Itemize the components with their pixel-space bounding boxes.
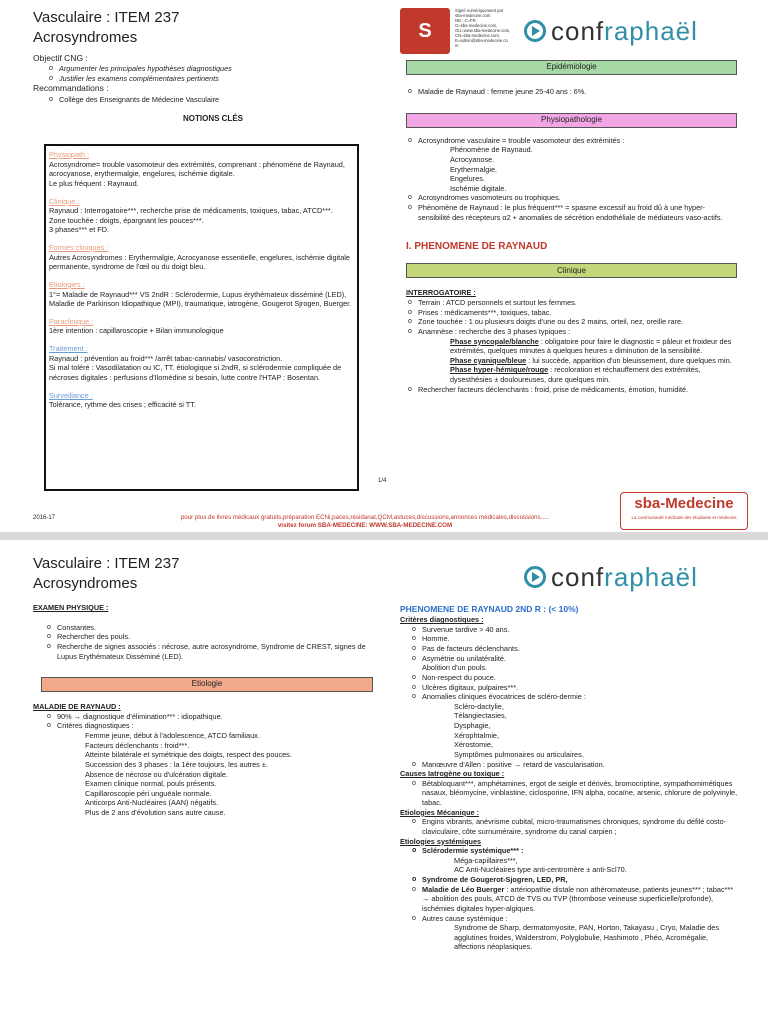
recommandations-list (33, 95, 373, 105)
phase-item (450, 356, 737, 366)
signature-line: E=admin@sba-medecine.co (455, 38, 508, 44)
list-item: o Zone touchée : 1 ou plusieurs doigts d'une ou des 2 mains, orteil, nez, oreille rare. (406, 317, 737, 327)
interrogatoire-list-2 (406, 385, 737, 395)
signature-line: OU=www.sba-medecine.com, (455, 28, 511, 34)
signature-line: O=sba-medecine.com, (455, 23, 498, 29)
causes-list (400, 779, 740, 808)
sclero-sub-item: Dysphagie, (454, 721, 491, 731)
notion-text: Raynaud : Interrogatoire***, recherche prise de médicaments, toxiques, tabac, ATCD***. (49, 206, 333, 216)
sclero-sub-item: Télangiectasies, (454, 711, 507, 721)
sclero-sub-item: Xérostomie, (454, 740, 493, 750)
sclero-sub-item: Scléro-dactylie, (454, 701, 504, 711)
page2-left (33, 554, 373, 818)
list-item: o Survenue tardive > 40 ans. (410, 625, 740, 635)
list-item: o Anomalies cliniques évocatrices de scléro-dermie : (410, 692, 740, 702)
recommandation-item: o Collège des Enseignants de Médecine Vasculaire (47, 95, 373, 105)
autres-text: Syndrome de Sharp, dermatomyosite, PAN, Horton, Takayasu , Cryo, Maladie des agglutines froides, Walderstrom, Polyglobulie, Hashimoto , Phéo, Acromégalie, affections néoplasiques. (454, 923, 719, 952)
notion-surveillance (49, 391, 354, 410)
list-item: o Engins vibrants, anévrisme cubital, micro-traumatismes chroniques, syndrome du défilé costo-claviculaire, côte surnuméraire, syndrome du canal carpien ; (410, 817, 740, 836)
list-item: o Homme. (410, 634, 740, 644)
list-item: o Prises : médicaments***, toxiques, tabac. (406, 308, 737, 318)
physio-sub-item: Phénomène de Raynaud. (450, 145, 533, 155)
signature-line: m (455, 43, 459, 49)
list-item: o Critères diagnostiques : (45, 721, 373, 731)
buerger-text: : artériopathie distale non athéromateuse, patients jeunes*** ; tabac*** → abolition des pouls, ATCD de TVS ou TVP (thrombose veineuse superficielle/profonde), ischémies digitales hyper-algiques. (422, 884, 734, 913)
abolition-text: Abolition d'un pouls. (422, 663, 488, 673)
maladie-criteres (33, 731, 373, 818)
notion-text: Si mal toléré : Vasodilatation ou IC, TT. étiologique si 2ndR, si sclérodermie compliquée de nécroses digitales : perfusions d'Ilomédine si besoin, lutte contre l'HTAP : Bosentan. (49, 363, 342, 382)
criteres-label: Critères diagnostiques : (400, 615, 484, 625)
epidemiologie-bar: Epidémiologie (406, 60, 737, 75)
notion-formes (49, 243, 354, 272)
sba-medecine-logo (620, 492, 748, 530)
raynaud2-heading: PHENOMENE DE RAYNAUD 2ND R : (< 10%) (400, 604, 579, 614)
list-item: o Recherche de signes associés : nécrose, autre acrosyndrome, Syndrome de CREST, signes de Lupus Erythémateux Disséminé (LED). (45, 642, 373, 661)
play-icon (524, 566, 546, 588)
notion-text: 1ère intention : capillaroscopie + Bilan immunologique (49, 326, 224, 336)
notions-title: NOTIONS CLÉS (182, 114, 243, 124)
critere-item: Femme jeune, début à l'adolescence, ATCD familiaux. (85, 731, 260, 740)
criteres-list (400, 625, 740, 664)
notion-label: Clinique : (49, 196, 80, 206)
notion-text: Acrosyndrome= trouble vasomoteur des extrémités, comprenant : phénomène de Raynaud, acrocyanose, erythermalgie, engelures, ischémie digitale. (49, 159, 345, 179)
forum-ad (120, 514, 610, 530)
list-item: o Syndrome de Gougerot-Sjogren, LED, PR, (410, 875, 740, 885)
list-item: o Constantes. (45, 623, 373, 633)
year-label: 2016-17 (33, 515, 56, 521)
list-item: o Autres cause systémique : (410, 914, 740, 924)
list-item (410, 885, 740, 914)
notion-text: 1°= Maladie de Raynaud*** VS 2ndR : Sclérodermie, Lupus érythémateux disséminé (LED), Maladie de Parkinson Idiopathique (MPI), traumatique, iatrogène, Gougerot Sjrogen, Buerger. (49, 289, 352, 309)
physio-sub-item: Engelures. (450, 174, 485, 184)
notion-traitement (49, 344, 354, 383)
physio-sub-item: Erythermalgie. (450, 164, 498, 174)
digital-signature (455, 8, 520, 48)
logo-text-accent: raphaël (604, 562, 698, 592)
page2-right (400, 604, 740, 952)
meca-list (400, 817, 740, 836)
notion-label: Surveillance : (49, 390, 93, 400)
maladie-list (33, 712, 373, 731)
list-item: o Acrosyndrome vasculaire = trouble vasomoteur des extrémités : (406, 136, 737, 146)
physio-sub-item: Ischémie digitale. (450, 183, 507, 193)
notion-text: Autres Acrosyndromes : Erythermalgie, Acrocyanose essentielle, engelures, ischémie digitale permanente, syndrome de l'œil ou du doigt bleu. (49, 252, 350, 272)
sclero-sub-item: Symptômes pulmonaires ou articulaires. (454, 749, 584, 759)
list-item: o Ulcères digitaux, pulpaires***. (410, 683, 740, 693)
page-title: Vasculaire : ITEM 237 (33, 555, 180, 572)
causes-label: Causes Iatrogène ou toxique : (400, 769, 505, 779)
list-item: o Bétabloquant***, amphétamines, ergot de seigle et dérivés, bromocriptine, sympathomimétiques nasaux, bléomycine, vinblastine, ciclosporine, IFN alpha, cocaïne, arsenic, chlorure de polyvinyle, tabac. (410, 779, 740, 808)
list-item: o Rechercher des pouls. (45, 632, 373, 642)
syst-list-2 (400, 875, 740, 923)
notion-clinique (49, 197, 354, 236)
phase-item (450, 365, 737, 384)
sba-logo-text: sba-Medecine (634, 495, 734, 512)
list-item: o Manœuvre d'Allen : positive → retard de vascularisation. (410, 760, 740, 770)
critere-item: Absence de nécrose ou d'ulcération digitale. (85, 769, 228, 779)
play-icon (524, 20, 546, 42)
list-item: o 90% → diagnostique d'élimination*** : idiopathique. (45, 712, 373, 722)
page1-right (406, 60, 737, 394)
logo-text-accent: raphaël (604, 16, 698, 46)
phase-item (450, 337, 737, 356)
examen-list (33, 623, 373, 662)
interrogatoire-label: INTERROGATOIRE : (406, 288, 476, 298)
confraphael-logo (524, 560, 698, 594)
notion-text: Tolérance, rythme des crises ; efficacité si TT. (49, 400, 196, 410)
critere-item: Capillaroscopie péri unguéale normale. (85, 788, 212, 798)
logo-text: conf (551, 562, 605, 592)
critere-item: Succession des 3 phases : la 1ère toujours, les autres ±. (85, 759, 268, 769)
physio-list (406, 136, 737, 146)
ad-link[interactable]: visitez forum SBA-MEDECINE: WWW.SBA-MEDECINE.COM (277, 521, 453, 529)
phase-name: Phase hyper-hémique/rouge (450, 365, 549, 375)
critere-item: Plus de 2 ans d'évolution sans autre cause. (85, 808, 226, 817)
sclero-line: Méga-capillaires***, (454, 855, 518, 865)
objectif-item: o Justifier les examens complémentaires pertinents (47, 74, 373, 84)
list-item: o Rechercher facteurs déclenchants : froid, prise de médicaments, émotion, humidité. (406, 385, 737, 395)
meca-label: Etiologies Mécanique : (400, 807, 480, 817)
sba-logo-icon: S (400, 8, 450, 54)
sclero-sublist (400, 702, 740, 760)
notion-text: Raynaud : prévention au froid*** /arrêt tabac-cannabis/ vasoconstriction. (49, 353, 283, 363)
list-item: o Sclérodermie systémique*** : (410, 846, 740, 856)
sclero-line: AC Anti-Nucléaires type anti-centromère ± anti-Scl70. (454, 865, 627, 875)
page-number: 1/4 (378, 478, 387, 484)
notion-label: Traitement : (49, 344, 88, 353)
notion-label: Formes cliniques : (49, 243, 109, 252)
list-item: o Terrain : ATCD personnels et surtout les femmes. (406, 298, 737, 308)
notions-cles-box (44, 144, 359, 491)
raynaud-heading: I. PHENOMENE DE RAYNAUD (406, 241, 548, 253)
list-item: o Acrosyndromes vasomoteurs ou trophiques. (406, 193, 737, 203)
page1-header (33, 8, 373, 125)
phase-text: : lui succède, apparition d'un bleuissement, dure quelques min. (526, 355, 732, 365)
physio-list-2 (406, 193, 737, 222)
maladie-label: MALADIE DE RAYNAUD : (33, 702, 121, 712)
criteres-list-2 (400, 673, 740, 702)
list-item: o Anamnèse : recherche des 3 phases typiques : (406, 327, 737, 337)
sclero-sub-item: Xérophtalmie, (454, 730, 500, 740)
critere-item: Examen clinique normal, pouls présents. (85, 779, 217, 789)
notion-text: 3 phases*** et FD. (49, 225, 110, 235)
signature-line: Signé numériquement par (455, 8, 504, 13)
confraphael-logo (524, 14, 698, 48)
interrogatoire-list (406, 298, 737, 337)
notion-physiopath (49, 150, 354, 189)
recommandations-label: Recommandations : (33, 83, 109, 94)
syst-list (400, 846, 740, 856)
list-item: o Maladie de Raynaud : femme jeune 25-40 ans : 6%. (406, 87, 737, 97)
critere-item: Facteurs déclenchants : froid***. (85, 740, 190, 750)
ad-line: pour plus de livres médicaux gratuits,préparation ECNi,paces,résidanat,QCM,astuces,discussions,annonces médicales,discussions..... (180, 514, 550, 521)
signature-line: CN=sba-medecine.com, (455, 33, 501, 39)
phases-list (406, 337, 737, 385)
phase-text: : obligatoire pour faire le diagnostic = pâleur et froideur des extrémités, quelques minutes à quelques heures ± diminution de la sensibilité. (450, 336, 732, 356)
epidemiologie-list (406, 87, 737, 97)
page-divider (0, 532, 768, 540)
page-2 (0, 540, 768, 1024)
examen-label: EXAMEN PHYSIQUE : (33, 603, 109, 612)
notion-label: Etiologies : (49, 279, 85, 289)
phase-text: : recoloration et réchauffement des extrémités, dysesthésies ± douloureuses, dure quelques min. (450, 365, 701, 385)
physiopathologie-bar: Physiopathologie (406, 113, 737, 128)
page-subtitle: Acrosyndromes (33, 28, 138, 46)
list-item: o Non-respect du pouce. (410, 673, 740, 683)
physio-sub-item: Acrocyanose. (450, 154, 495, 164)
page-title: Vasculaire : ITEM 237 (33, 9, 180, 26)
list-item: o Asymétrie ou unilatéralité. (410, 654, 740, 664)
etiologie-bar: Etiologie (41, 677, 373, 692)
objectif-list (33, 64, 373, 83)
physio-sublist (406, 145, 737, 193)
notion-paraclinique (49, 317, 354, 336)
syst-label: Etiologies systémiques (400, 836, 482, 846)
signature-line: ND : C=FR, (455, 18, 477, 24)
notion-text: Zone touchée : doigts, épargnant les pouces***. (49, 215, 204, 225)
notion-text: Le plus fréquent : Raynaud. (49, 178, 139, 188)
allen-list (400, 760, 740, 770)
page-subtitle: Acrosyndromes (33, 574, 138, 592)
phase-name: Phase cyanique/bleue (450, 355, 527, 365)
signature-line: sba-medecine.com (455, 13, 491, 19)
objectif-item: o Argumenter les principales hypothèses diagnostiques (47, 64, 373, 74)
objectif-label: Objectif CNG : (33, 53, 88, 63)
phase-name: Phase syncopale/blanche (450, 336, 539, 346)
notion-etiologies (49, 280, 354, 309)
notion-label: Physiopath : (49, 150, 90, 159)
clinique-bar: Clinique (406, 263, 737, 278)
sclero-lines (400, 856, 740, 875)
notion-label: Paraclinique : (49, 316, 94, 326)
critere-item: Atteinte bilatérale et symétrique des doigts, respect des pouces. (85, 750, 292, 760)
list-item: o Pas de facteurs déclenchants. (410, 644, 740, 654)
logo-text: conf (551, 16, 605, 46)
sba-logo-tagline: La communauté médicale des étudiants et médecins (631, 515, 737, 520)
critere-item: Anticorps Anti-Nucléaires (AAN) négatifs. (85, 798, 219, 808)
buerger-name: Maladie de Léo Buerger (422, 884, 505, 894)
list-item: o Phénomène de Raynaud : le plus fréquent*** = spasme excessif au froid dû à une hyper-sensibilité des récepteurs α2 + anomalies de sécrétion endothéliale de médiateurs vaso-actifs. (406, 203, 737, 222)
